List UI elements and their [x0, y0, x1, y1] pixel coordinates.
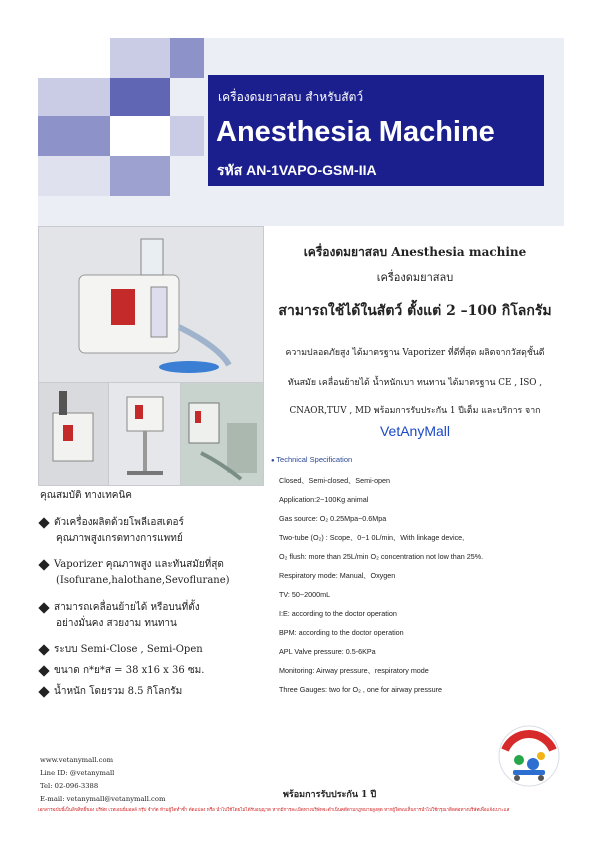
- spec-item: Three Gauges: two for O₂ , one for airway pressure: [279, 685, 442, 694]
- intro-line3: สามารถใช้ได้ในสัตว์ ตั้งแต่ 2 –100 กิโลกรัม: [278, 303, 552, 319]
- spec-item: Respiratory mode: Manual、Oxygen: [279, 571, 396, 580]
- feature-item: ตัวเครื่องผลิตด้วยโพลีเอสเตอร์ คุณภาพสูงเกรดทางการแพทย์: [40, 515, 184, 547]
- intro-para2: ทันสมัย เคลื่อนย้ายได้ น้ำหนักเบา ทนทาน ได้มาตรฐาน CE , ISO ,: [287, 378, 543, 388]
- diamond-bullet-icon: [38, 665, 49, 676]
- product-photo-clinic: [180, 382, 264, 486]
- warranty-text: พร้อมการรับประกัน 1 ปี: [283, 790, 377, 800]
- spec-item: TV: 50~2000mL: [279, 590, 331, 599]
- diamond-bullet-icon: [38, 602, 49, 613]
- spec-heading: ● Technical Specification: [271, 455, 353, 464]
- feature-item: น้ำหนัก โดยรวม 8.5 กิโลกรัม: [40, 684, 182, 700]
- feature-item: ระบบ Semi-Close , Semi-Open: [40, 642, 203, 658]
- feature-item: สามารถเคลื่อนย้ายได้ หรือบนที่ตั้ง อย่างมั่นคง สวยงาม ทนทาน: [40, 600, 200, 632]
- contact-website[interactable]: www.vetanymall.com: [40, 756, 114, 764]
- spec-item: Closed、Semi-closed、Semi-open: [279, 476, 391, 485]
- spec-item: O₂ flush: more than 25L/min O₂ concentration not low than 25%.: [279, 552, 484, 561]
- intro-line2: เครื่องดมยาสลบ: [376, 271, 454, 284]
- features-title: คุณสมบัติ ทางเทคนิค: [40, 490, 132, 501]
- spec-item: Application:2~100Kg animal: [279, 495, 369, 504]
- spec-item: APL Valve pressure: 0.5-6KPa: [279, 647, 376, 656]
- header-title: Anesthesia Machine: [216, 116, 495, 148]
- brand-name: VetAnyMall: [379, 423, 451, 439]
- technical-specification: [271, 455, 548, 695]
- spec-item: Gas source: O₂ 0.25Mpa~0.6Mpa: [279, 514, 387, 523]
- feature-item: ขนาด ก*ย*ส = 38 x16 x 36 ซม.: [40, 663, 204, 679]
- diamond-bullet-icon: [38, 644, 49, 655]
- copyright-disclaimer: เอกสารฉบับนี้เป็นลิขสิทธิ์ของ บริษัท เวทเอนนี่มอลล์ กรุ๊ป จำกัด ห้ามผู้ใดทำซ้ำ ดัดแปลง หรือ นำไปใช้โดยไม่ได้รับอนุญาต หากมีการละเมิดทางบริษัทจะดำเนินคดีตามกฎหมายสูงสุด หากผู้ใดพบเห็นการนำไปใช้กรุณาติดต่อทางบริษัทเพื่อแจ้งเบาะแส: [38, 808, 510, 813]
- contact-tel: Tel: 02-096-3388: [40, 782, 99, 790]
- vetanymall-logo: [497, 720, 561, 790]
- contact-email[interactable]: E-mail: vetanymall@vetanymall.com: [40, 795, 166, 803]
- contact-line-id: Line ID: @vetanymall: [40, 769, 115, 777]
- intro-line1: เครื่องดมยาสลบ Anesthesia machine: [303, 245, 527, 259]
- diamond-bullet-icon: [38, 559, 49, 570]
- spec-item: BPM: according to the doctor operation: [279, 628, 404, 637]
- spec-item: Two-tube (O₂) : Scope、0~1 0L/min、With linkage device,: [279, 533, 465, 542]
- intro-para1: ความปลอดภัยสูง ได้มาตรฐาน Vaporizer ที่ดีที่สุด ผลิตจากวัสดุชั้นดี: [285, 348, 545, 358]
- diamond-bullet-icon: [38, 517, 49, 528]
- intro-para3: CNAOR,TUV , MD พร้อมการรับประกัน 1 ปีเต็ม และบริการ จาก: [289, 406, 541, 416]
- product-photo-stand: [108, 382, 182, 486]
- diamond-bullet-icon: [38, 686, 49, 697]
- header-subtitle: เครื่องดมยาสลบ สำหรับสัตว์: [218, 90, 364, 104]
- spec-item: I:E: according to the doctor operation: [279, 609, 397, 618]
- product-photo-handle: [38, 382, 110, 486]
- header-code: รหัส AN-1VAPO-GSM-IIA: [217, 162, 377, 178]
- feature-item: Vaporizer คุณภาพสูง และทันสมัยที่สุด (Isofurane,halothane,Sevoflurane): [40, 557, 230, 589]
- spec-item: Monitoring: Airway pressure、respiratory mode: [279, 666, 429, 675]
- main-product-photo: [38, 226, 264, 384]
